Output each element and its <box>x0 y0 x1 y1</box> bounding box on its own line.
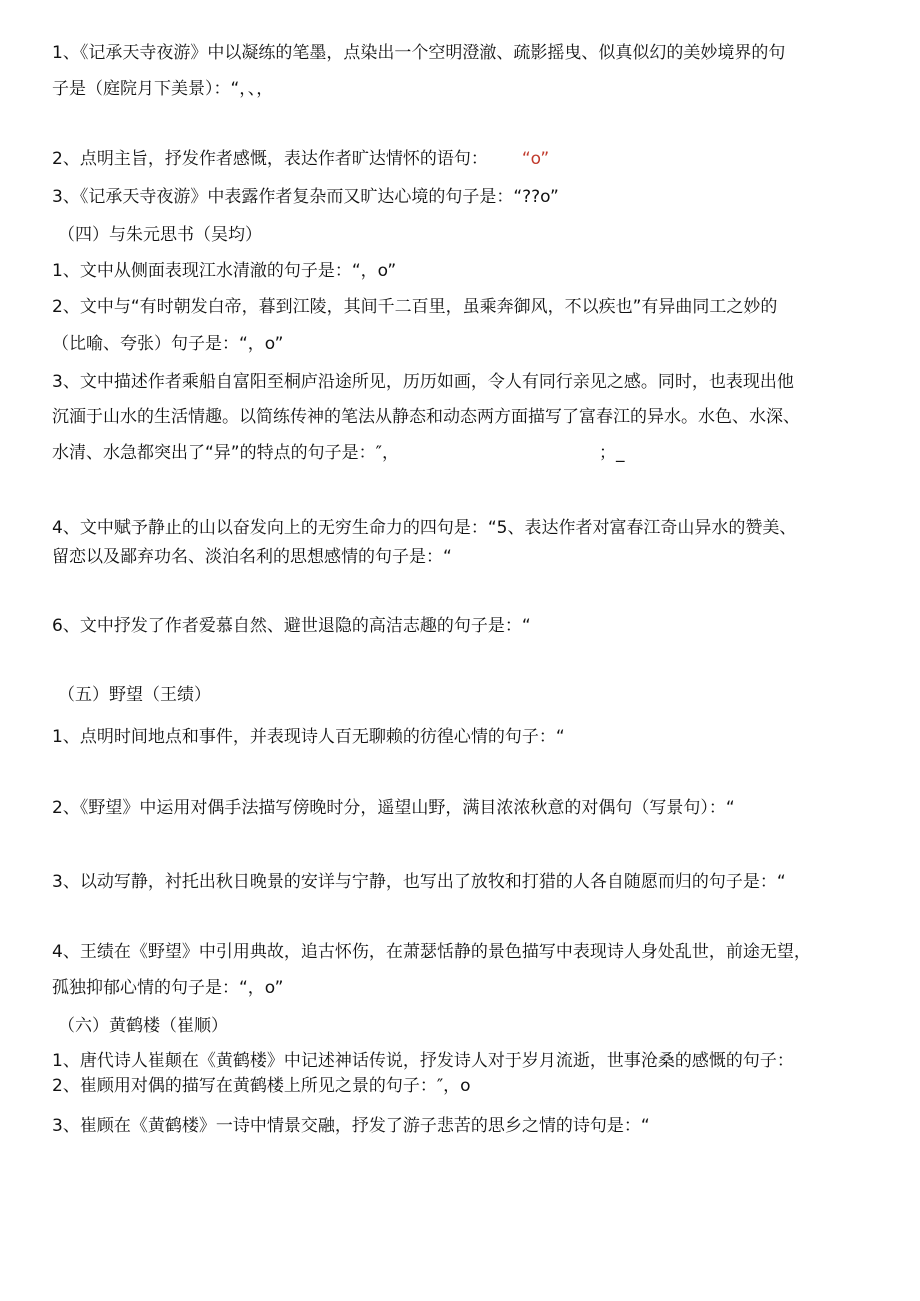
question-line: 1、《记承天寺夜游》中以凝练的笔墨，点染出一个空明澄澈、疏影摇曳、似真似幻的美妙境界的句 <box>52 43 786 63</box>
question-line: 沉湎于山水的生活情趣。以简练传神的笔法从静态和动态两方面描写了富春江的异水。水色、水深、 <box>52 407 800 427</box>
question-line: 2、文中与“有时朝发白帝，暮到江陵，其间千二百里，虽乘奔御风，不以疾也”有异曲同工之妙的 <box>52 297 778 317</box>
question-line <box>52 148 549 170</box>
section-heading: （五）野望（王绩） <box>58 685 211 705</box>
question-text: 水清、水急都突出了“异”的特点的句子是：″， <box>52 443 399 463</box>
question-line: 3、文中描述作者乘船自富阳至桐庐沿途所见，历历如画，令人有同行亲见之感。同时，也表现出他 <box>52 372 794 392</box>
question-line: 3、以动写静，衬托出秋日晚景的安详与宁静，也写出了放牧和打猎的人各自随愿而归的句子是：“ <box>52 872 786 892</box>
section-heading: （四）与朱元思书（吴均） <box>58 225 262 245</box>
question-line: 1、唐代诗人崔颠在《黄鹤楼》中记述神话传说，抒发诗人对于岁月流逝，世事沧桑的感慨的句子： <box>52 1051 794 1071</box>
question-line: 3、《记承天寺夜游》中表露作者复杂而又旷达心境的句子是：“??o” <box>52 187 559 207</box>
answer-quote: “o” <box>521 149 550 169</box>
question-text: 2、点明主旨，抒发作者感慨，表达作者旷达情怀的语句： <box>52 149 488 169</box>
question-line: 子是（庭院月下美景）：“，、， <box>52 79 274 99</box>
question-line: 2、《野望》中运用对偶手法描写傍晚时分，遥望山野，满目浓浓秋意的对偶句（写景句）：“ <box>52 798 735 818</box>
question-line: 留恋以及鄙弃功名、淡泊名利的思想感情的句子是：“ <box>52 547 452 567</box>
question-line: （比喻、夸张）句子是：“，o” <box>52 334 284 354</box>
question-line: 4、文中赋予静止的山以奋发向上的无穷生命力的四句是：“5、表达作者对富春江奇山异水的赞美、 <box>52 518 797 538</box>
question-line: 1、文中从侧面表现江水清澈的句子是：“，o” <box>52 261 397 281</box>
question-line: 2、崔顾用对偶的描写在黄鹤楼上所见之景的句子：″，o <box>52 1076 471 1096</box>
question-line: 4、王绩在《野望》中引用典故，追古怀伤，在萧瑟恬静的景色描写中表现诗人身处乱世，前途无望， <box>52 942 811 962</box>
question-line: 3、崔顾在《黄鹤楼》一诗中情景交融，抒发了游子悲苦的思乡之情的诗句是：“ <box>52 1116 650 1136</box>
blank-marker: ；_ <box>598 443 625 463</box>
question-line: 1、点明时间地点和事件，并表现诗人百无聊赖的彷徨心情的句子：“ <box>52 727 565 747</box>
question-line <box>52 442 624 464</box>
question-line: 孤独抑郁心情的句子是：“，o” <box>52 978 284 998</box>
section-heading: （六）黄鹤楼（崔顺） <box>58 1016 228 1036</box>
question-line: 6、文中抒发了作者爱慕自然、避世退隐的高洁志趣的句子是：“ <box>52 616 531 636</box>
